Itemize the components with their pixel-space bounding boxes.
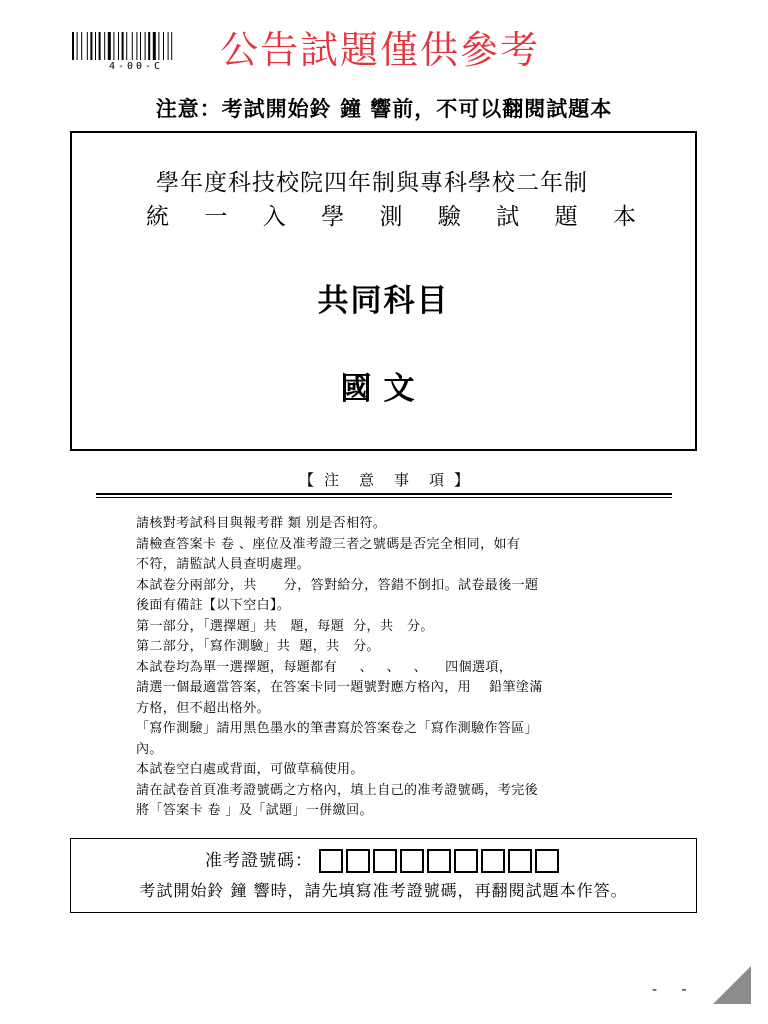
notes-heading-char: 意 [358, 471, 374, 489]
barcode-bar [132, 32, 133, 60]
notes-heading [0, 468, 768, 492]
barcode-bar [168, 32, 169, 60]
note-line: 「寫作測驗」請用黑色墨水的筆書寫於答案卷之「寫作測驗作答區」 [136, 721, 539, 736]
exam-title-char: 試 [496, 204, 520, 230]
admission-digit-box[interactable] [373, 849, 397, 873]
admission-digit-box[interactable] [319, 849, 343, 873]
exam-title-line-2 [146, 201, 636, 233]
barcode-bar [171, 32, 172, 60]
exam-title-char: 統 [146, 204, 169, 230]
barcode-bar [126, 32, 127, 60]
note-line: 後面有備註【以下空白】。 [136, 598, 291, 613]
notes-heading-open-bracket: 【 [298, 471, 314, 489]
exam-title-line-1: 學年度科技校院四年制與專科學校二年制 [156, 170, 588, 196]
page-marker: - - [652, 982, 697, 998]
page-corner-fold [713, 966, 751, 1004]
note-line: 方格，但不超出格外。 [136, 700, 271, 716]
barcode-bar [145, 32, 146, 60]
notes-heading-char: 事 [394, 471, 410, 489]
notes-heading-char: 項 [429, 471, 445, 489]
barcode-bar [81, 32, 82, 60]
admission-number-row [71, 848, 696, 874]
admission-digit-box[interactable] [427, 849, 451, 873]
barcode-bar [95, 32, 96, 60]
admission-number-box [70, 838, 697, 913]
note-line: 本試卷分兩部分，共 分，答對給分，答錯不倒扣。試卷最後一題 [136, 577, 539, 593]
note-line: 第一部分，「選擇題」共 題，每題 分，共 分。 [136, 618, 434, 634]
note-line: 本試卷空白處或背面，可做草稿使用。 [136, 762, 364, 777]
admission-number-label: 准考證號碼： [205, 851, 313, 871]
barcode-bar [113, 32, 114, 60]
barcode-bar [72, 32, 74, 60]
exam-title-char: 本 [613, 204, 636, 230]
barcode-bar [148, 32, 150, 60]
admission-number-boxes [319, 849, 562, 873]
barcode-bar [140, 32, 141, 60]
barcode-bar [163, 32, 164, 60]
note-line: 第二部分，「寫作測驗」共 題，共 分。 [136, 639, 380, 654]
admission-digit-box[interactable] [481, 849, 505, 873]
barcode-code: 4-00-C [108, 61, 164, 72]
note-line: 將「答案卡 卷 」及「試題」一併繳回。 [136, 803, 373, 818]
note-line: 請在試卷首頁准考證號碼之方格內，填上自己的准考證號碼，考完後 [136, 782, 539, 798]
note-line: 請核對考試科目與報考群 類 別是否相符。 [136, 516, 387, 531]
note-line: 不符，請監試人員查明處理。 [136, 557, 311, 572]
barcode-bar [153, 32, 156, 60]
subject-group-title: 共同科目 [317, 283, 450, 319]
barcode-bar [87, 32, 88, 60]
exam-title-char: 測 [379, 204, 403, 230]
notes-heading-close-bracket: 】 [454, 471, 470, 489]
barcode-bar [118, 32, 119, 60]
reference-notice-title: 公告試題僅供參考 [220, 28, 541, 72]
barcode-bar [99, 32, 101, 60]
admission-digit-box[interactable] [535, 849, 559, 873]
exam-title-char: 驗 [437, 204, 461, 230]
note-line: 請選一個最適當答案，在答案卡同一題號對應方格內，用 鉛筆塗滿 [136, 680, 543, 695]
barcode-bar [158, 32, 159, 60]
notes-divider-thick [96, 493, 672, 495]
barcode-bar [122, 32, 124, 60]
admission-digit-box[interactable] [346, 849, 370, 873]
exam-title-char: 題 [554, 204, 578, 230]
admission-instruction: 考試開始鈴 鐘 響時，請先填寫准考證號碼，再翻閱試題本作答。 [139, 881, 628, 900]
note-line: 本試卷均為單一選擇題，每題都有 、 、 、 四個選項， [136, 659, 513, 675]
note-line: 請檢查答案卡 卷 、座位及准考證三者之號碼是否完全相同，如有 [136, 536, 521, 552]
notes-list [136, 514, 656, 822]
exam-title-char: 入 [262, 204, 286, 230]
notes-heading-char: 注 [323, 471, 339, 489]
exam-title-box [70, 131, 697, 451]
admission-digit-box[interactable] [454, 849, 478, 873]
exam-title-char: 一 [204, 204, 228, 230]
admission-digit-box[interactable] [508, 849, 532, 873]
barcode-bar [104, 32, 105, 60]
barcode-bar [77, 32, 78, 60]
exam-title-char: 學 [321, 204, 345, 230]
admission-digit-box[interactable] [400, 849, 424, 873]
warning-notice: 注意：考試開始鈴 鐘 響前，不可以翻閱試題本 [155, 96, 613, 121]
barcode-bar [108, 32, 111, 60]
barcode [72, 32, 200, 72]
note-line: 內。 [136, 741, 163, 757]
barcode-bar [136, 32, 137, 60]
subject-title: 國文 [340, 371, 427, 407]
notes-divider-thin [96, 497, 672, 498]
barcode-bars [72, 32, 200, 60]
barcode-bar [90, 32, 92, 60]
